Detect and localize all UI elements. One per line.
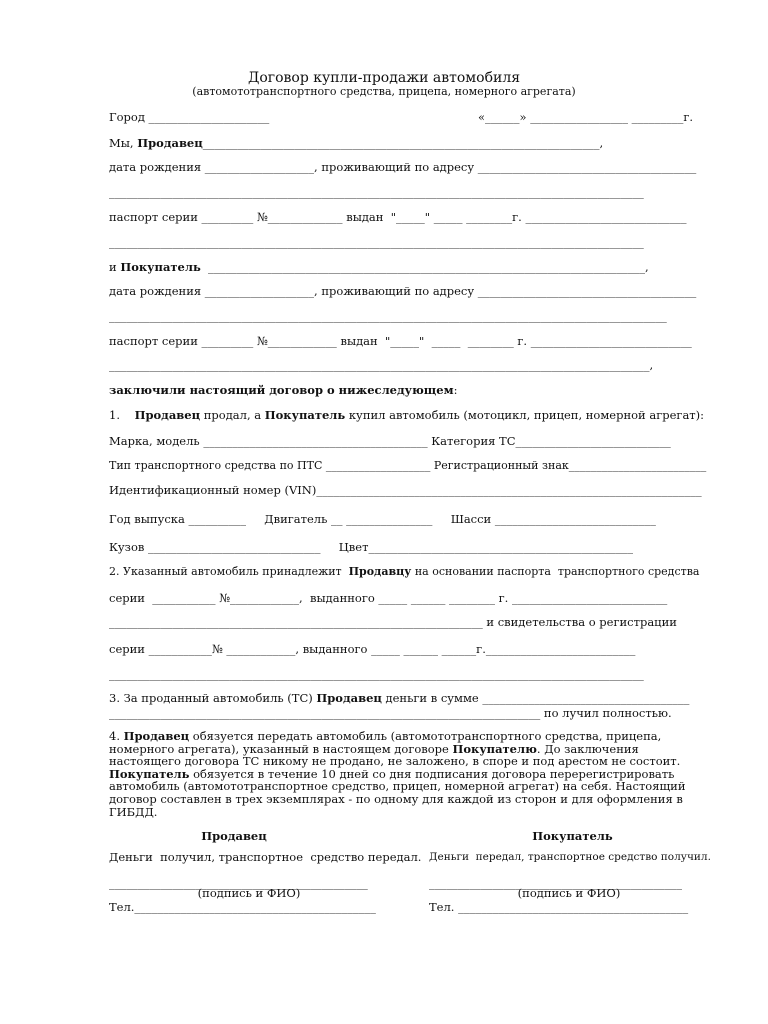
buyer-name-blank: ____________________________________________________________________________, <box>200 260 649 274</box>
seller-birth-line: дата рождения ___________________, проживающий по адресу ______________________________________ <box>109 160 697 174</box>
concluded-text: заключили настоящий договор о нижеследующем <box>109 383 454 397</box>
seller-passport-cont: _____________________________________________________________________________________________ <box>109 235 644 249</box>
vehicle-type-line: Тип транспортного средства по ПТС ___________________ Регистрационный знак_________________________ <box>109 459 707 472</box>
year-engine-line: Год выпуска __________ Двигатель __ _______________ Шасси ____________________________ <box>109 512 656 526</box>
clause-2 <box>109 565 699 579</box>
buyer-receipt-text: Деньги передал, транспортное средство получил. <box>429 851 711 863</box>
seller-signature-title-text: Продавец <box>201 829 267 843</box>
clause-2-seller: Продавцу <box>348 565 412 578</box>
buyer-signature-title-text: Покупатель <box>532 829 613 843</box>
page-title: Договор купли-продажи автомобиля <box>247 70 521 86</box>
buyer-signature-line: ____________________________________________ <box>429 876 682 890</box>
seller-intro-prefix: Мы, <box>109 136 138 150</box>
buyer-passport-cont: ______________________________________________________________________________________________, <box>109 358 654 372</box>
brand-line: Марка, модель _______________________________________ Категория ТС___________________________ <box>109 434 671 448</box>
seller-address-cont: _____________________________________________________________________________________________ <box>109 185 644 199</box>
clause-4-buyer: Покупатель <box>109 766 190 781</box>
page-subtitle: (автомототранспортного средства, прицепа, номерного агрегата) <box>192 85 576 98</box>
clause-2-prefix: 2. Указанный автомобиль принадлежит <box>109 565 349 578</box>
seller-passport-line: паспорт серии _________ №_____________ выдан "_____" _____ ________г. ____________________________ <box>109 210 687 224</box>
buyer-intro <box>109 260 649 274</box>
buyer-birth-line: дата рождения ___________________, проживающий по адресу ______________________________________ <box>109 284 697 298</box>
seller-receipt-text: Деньги получил, транспортное средство передал. <box>109 850 422 864</box>
clause-1-mid: продал, а <box>200 408 265 422</box>
clause-4-text-2: . До заключения настоящего договора ТС никому не продано, не заложено, в споре и под арестом не состоит. <box>109 741 681 769</box>
vin-line: Идентификационный номер (VIN)___________________________________________________________________ <box>109 483 702 497</box>
seller-name-blank: _____________________________________________________________________, <box>202 136 604 150</box>
clause-4 <box>109 730 705 818</box>
clause-1-seller: Продавец <box>134 408 201 422</box>
clause-4-text-3: обязуется в течение 10 дней со дня подписания договора перерегистрировать автомобиль (автомототранспортное средство, прицеп, номерной агрегат) на себя. Настоящий договор составлен в трех экземплярах - по одному для каждой из сторон и для оформления в ГИБДД. <box>109 766 686 819</box>
seller-signature-caption: (подпись и ФИО) <box>197 886 301 900</box>
clause-3-tail: деньги в сумме ____________________________________ <box>381 691 690 705</box>
clause-1-number: 1. <box>109 408 135 422</box>
buyer-address-cont: _________________________________________________________________________________________________ <box>109 309 667 323</box>
clause-4-number: 4. <box>109 729 124 743</box>
reg-cont-line: _____________________________________________________________________________________________ <box>109 667 644 681</box>
clause-2-tail: на основании паспорта транспортного средства <box>411 565 700 578</box>
clause-1-buyer: Покупатель <box>264 408 346 422</box>
city-field: Город _____________________ <box>109 110 270 124</box>
seller-phone-field: Тел.__________________________________________ <box>109 900 376 914</box>
reg-series-line: серии ___________№ ____________, выданного _____ ______ ______г.__________________________ <box>109 642 636 656</box>
buyer-role: Покупатель <box>120 260 201 274</box>
concluded-colon: : <box>453 383 458 397</box>
date-field: «______» _________________ _________г. <box>478 110 694 124</box>
seller-signature-line: _____________________________________________ <box>109 876 368 890</box>
seller-intro <box>109 136 603 150</box>
clause-4-seller: Продавец <box>123 729 190 743</box>
clause-4-buyer-dative: Покупателю <box>452 741 537 756</box>
buyer-signature-caption: (подпись и ФИО) <box>517 886 621 900</box>
clause-3 <box>109 691 689 705</box>
pts-series-line: серии ___________ №____________, выданного _____ ______ ________ г. ___________________________ <box>109 591 668 605</box>
buyer-phone-field: Тел. ________________________________________ <box>429 900 689 914</box>
clause-3-seller: Продавец <box>316 691 382 705</box>
body-color-line: Кузов ______________________________ Цвет______________________________________________ <box>109 540 633 554</box>
concluded-heading <box>109 383 457 397</box>
clause-1-tail: купил автомобиль (мотоцикл, прицеп, номерной агрегат): <box>345 408 705 422</box>
seller-role: Продавец <box>137 136 203 150</box>
seller-signature-title <box>109 829 359 843</box>
clause-1 <box>109 408 704 422</box>
pts-cont-line: _________________________________________________________________ и свидетельства о регистрации <box>109 615 677 629</box>
clause-3-cont: ___________________________________________________________________________ по лучил полностью. <box>109 706 672 720</box>
buyer-passport-line: паспорт серии _________ №____________ выдан "_____" _____ ________ г. ____________________________ <box>109 334 692 348</box>
clause-3-prefix: 3. За проданный автомобиль (ТС) <box>109 691 317 705</box>
buyer-intro-prefix: и <box>109 260 121 274</box>
buyer-signature-title <box>440 829 705 843</box>
clause-4-text-1: обязуется передать автомобиль (автомототранспортного средства, прицепа, номерного агрегата), указанный в настоящем договоре <box>109 729 662 756</box>
